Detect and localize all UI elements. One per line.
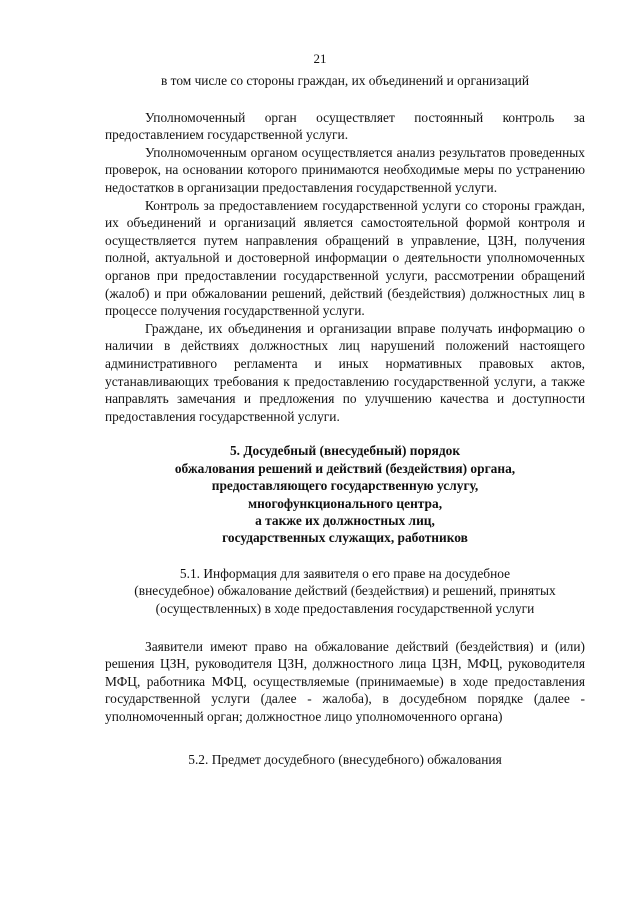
page-number: 21 bbox=[313, 51, 327, 66]
paragraph-control: Уполномоченный орган осуществляет постоянный контроль за предоставлением государственной услуги. bbox=[105, 109, 585, 143]
section-5-title: 5. Досудебный (внесудебный) порядок обжалования решений и действий (бездействия) органа, предоставляющего государственную услугу, многофункционального центра, а также их должностных лиц, государственных служащих, работников bbox=[174, 443, 516, 546]
document-body bbox=[105, 72, 585, 769]
paragraph-citizens-rights: Граждане, их объединения и организации вправе получать информацию о наличии в действиях должностных лиц нарушений положений настоящего административного регламента и иных нормативных правовых актов, устанавливающих требования к предоставлению государственной услуги, а также направлять замечания и предложения по улучшению качества и доступности предоставления государственной услуги. bbox=[105, 320, 585, 424]
subsection-5-2-title: 5.2. Предмет досудебного (внесудебного) обжалования bbox=[188, 752, 502, 768]
continuation-line: в том числе со стороны граждан, их объединений и организаций bbox=[160, 73, 530, 88]
paragraph-public-control: Контроль за предоставлением государственной услуги со стороны граждан, их объединений и организаций является самостоятельной формой контроля и осуществляется путем направления обращений в управление, ЦЗН, получения полной, актуальной и достоверной информации о деятельности уполномоченных органов при предоставлении государственной услуги, рассмотрении обращений (жалоб) и при обжаловании решений, действий (бездействия) должностных лиц в процессе получения государственной услуги. bbox=[105, 197, 585, 319]
paragraph-appeal-right: Заявители имеют право на обжалование действий (бездействия) и (или) решения ЦЗН, руководителя ЦЗН, должностного лица ЦЗН, МФЦ, руководителя МФЦ, работника МФЦ, осуществляемые (принимаемые) в ходе предоставления государственной услуги (далее - жалоба), в досудебном порядке (далее - уполномоченный орган; должностное лицо уполномоченного органа) bbox=[105, 638, 585, 724]
subsection-5-1-title: 5.1. Информация для заявителя о его праве на досудебное (внесудебное) обжалование действий (бездействия) и решений, принятых (осуществленных) в ходе предоставления государственной услуги bbox=[134, 565, 556, 616]
paragraph-analysis: Уполномоченным органом осуществляется анализ результатов проведенных проверок, на основании которого принимаются необходимые меры по устранению недостатков в организации предоставления государственной услуги. bbox=[105, 144, 585, 195]
